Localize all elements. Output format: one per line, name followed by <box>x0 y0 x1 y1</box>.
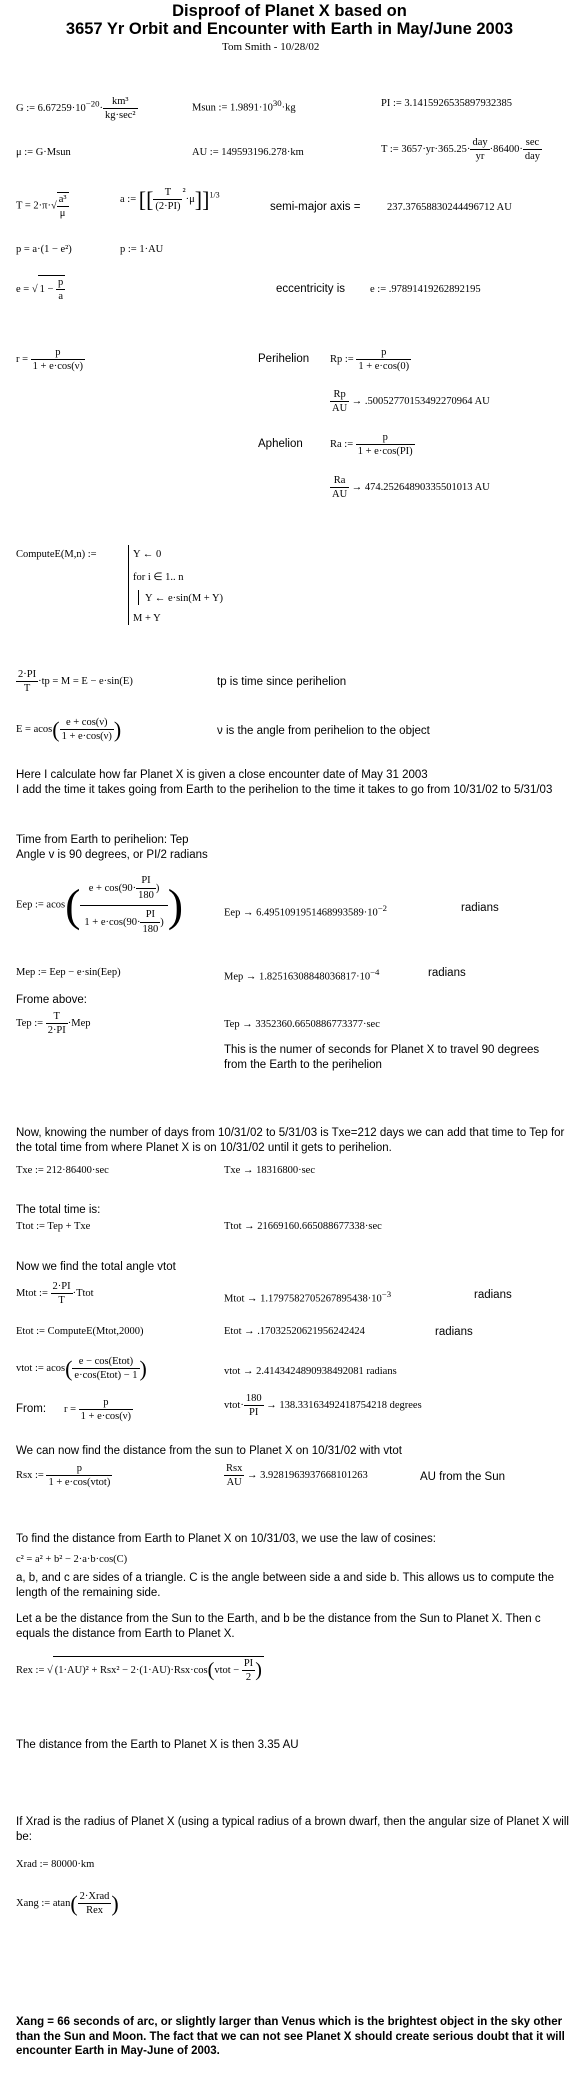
semi-major-axis-def: a := [[ $\frac{T}{(2\cdot PI)}$ ²·μ]]$^{1/3}$ <box>120 187 220 212</box>
compute-e-head: ComputeE(M,n) := <box>16 549 97 560</box>
tep-heading: Time from Earth to perihelion: Tep <box>16 834 189 846</box>
compute-e-line-3: Y ← e·sin(M + Y) <box>145 593 224 604</box>
vtot-degrees: vtot· $\frac{180}{PI}$ → 138.33163492418754218 degrees <box>224 1393 422 1418</box>
compute-e-line-2: for i ∈ 1.. n <box>133 572 184 583</box>
txe-paragraph: Now, knowing the number of days from 10/31/02 to 5/31/03 is Txe=212 days we can add that time to Tep for the total time from where Planet X is on 10/31/02 until it gets to perihelion. <box>16 1127 565 1154</box>
loop-bracket <box>138 590 139 605</box>
page-title: Disproof of Planet X based on <box>172 2 407 20</box>
ttot-def: Ttot := Tep + Txe <box>16 1221 91 1232</box>
rsx-result: $\frac{\text{Rsx}}{AU}$ → 3.9281963937668101263 <box>226 1463 368 1488</box>
mtot-unit: radians <box>474 1289 512 1301</box>
perihelion-label: Perihelion <box>258 353 310 365</box>
angle-note: Angle v is 90 degrees, or PI/2 radians <box>16 849 208 861</box>
total-time-label: The total time is: <box>16 1204 101 1216</box>
xang-def: Xang := atan( $\frac{\text{2·Xrad}}{\text{Rex}}$ ) <box>16 1891 119 1916</box>
author-line: Tom Smith - 10/28/02 <box>222 41 320 53</box>
mep-unit: radians <box>428 967 466 979</box>
kepler-period-eq: T = 2·π·√ $\frac{\text{a³}}{\mu}$ <box>16 194 67 219</box>
eccentricity-eq: e = √ 1 − $\frac{p}{a}$ <box>16 277 64 302</box>
mtot-result: Mtot → $1.1797582705267895438\cdot 10^{-3}$ <box>224 1289 392 1305</box>
program-bracket <box>128 545 129 625</box>
vtot-result: vtot → 2.4143424890938492081 radians <box>224 1366 397 1377</box>
radius-reminder-eq: r = $\frac{p}{1 + e\cdot\cos(\nu)}$ <box>64 1397 131 1422</box>
xrad-paragraph: If Xrad is the radius of Planet X (using a typical radius of a brown dwarf, then the angular size of Planet X will be: <box>16 1816 569 1843</box>
vtot-heading: Now we find the total angle vtot <box>16 1261 176 1273</box>
intro-line-2: I add the time it takes going from Earth to the perihelion to the time it takes to go from 10/31/02 to 5/31/03 <box>16 784 553 796</box>
etot-unit: radians <box>435 1326 473 1338</box>
intro-line-1: Here I calculate how far Planet X is given a close encounter date of May 31 2003 <box>16 769 428 781</box>
perihelion-def: Rp := $\frac{p}{1 + e\cdot\cos(0)}$ <box>330 347 410 372</box>
tep-note: This is the numer of seconds for Planet X to travel 90 degrees from the Earth to the perihelion <box>224 1044 540 1071</box>
perihelion-value: $\frac{Rp}{AU}$ → .500527701534922709​64 AU <box>332 389 490 414</box>
pi-def: PI := 3.1415926535897932385 <box>381 98 513 109</box>
tep-def: Tep := $\frac{T}{2\cdot PI}$ ·Mep <box>16 1011 91 1036</box>
rex-def: Rex := √ (1·AU)² + Rsx² − 2·(1·AU)·Rsx·cos(vtot − $\frac{PI}{2}$ ) <box>16 1658 262 1683</box>
cosines-explanation: a, b, and c are sides of a triangle. C is the angle between side a and side b. This allows us to compute the length of the remaining side. <box>16 1572 555 1599</box>
semi-major-axis-label: semi-major axis = <box>270 201 361 213</box>
from-above-label: Frome above: <box>16 994 87 1006</box>
eccentricity-label: eccentricity is <box>276 283 346 295</box>
eep-unit: radians <box>461 902 499 914</box>
rsx-def: Rsx := $\frac{p}{\text{1 + e·cos(vtot)}}$ <box>16 1463 111 1488</box>
txe-def: Txe := 212·86400·sec <box>16 1165 109 1176</box>
from-label: From: <box>16 1403 47 1415</box>
sun-mass-def: Msun := $1.9891\cdot 10^{30}\cdot kg$ <box>192 98 296 114</box>
rsx-paragraph: We can now find the distance from the sun to Planet X on 10/31/02 with vtot <box>16 1445 402 1457</box>
semi-latus-rectum-eq: p = a·(1 − e²) <box>16 244 72 255</box>
eccentricity-value: e := .97891419262892195 <box>370 284 481 295</box>
semi-major-axis-value: 237.37658830244496712 AU <box>387 202 512 213</box>
tep-result: Tep → 3352360.665088677​3377·sec <box>224 1019 380 1030</box>
gravitational-constant-def: G := $6.67259\cdot 10^{-20}\cdot$ $\frac{\text{km³}}{\text{kg·sec²}}$ <box>16 96 136 121</box>
etot-result: Etot → .17032520621956242424 <box>224 1326 365 1337</box>
mtot-def: Mtot := $\frac{2\cdot PI}{T}$ ·Ttot <box>16 1281 94 1306</box>
page-subtitle: 3657 Yr Orbit and Encounter with Earth in May/June 2003 <box>65 20 514 38</box>
period-def: T := 3657·yr·365.25· $\frac{\text{day}}{yr}$ ·86400· $\frac{\sec}{\text{day}}$ <box>381 137 541 162</box>
kepler-note: tp is time since perihelion <box>217 676 347 688</box>
au-def: AU := 149593196.278·km <box>192 147 304 158</box>
eccentric-anomaly-note: ν is the angle from perihelion to the object <box>217 725 430 737</box>
vtot-def: vtot := acos( $\frac{\text{e − cos(Etot)}}{\text{e·cos(Etot) − 1}}$ ) <box>16 1356 147 1381</box>
ttot-result: Ttot → 21669160.665088677338·sec <box>224 1221 382 1232</box>
mep-result: Mep → $1.8251630884803681​7\cdot 10^{-4}$ <box>224 967 380 983</box>
eep-def: Eep := acos( e + cos(90· $\frac{PI}{180}$ ) 1 + e·cos(90· $\frac{PI}{180}$ ) ) <box>16 872 183 939</box>
aphelion-value: $\frac{Ra}{AU}$ → 474.25264890335501013 AU <box>332 475 490 500</box>
eep-result: Eep → $6.4951091951468993589\cdot 10^{-2}$ <box>224 903 388 919</box>
compute-e-line-1: Y ← 0 <box>133 549 162 560</box>
semi-latus-rectum-def: p := 1·AU <box>120 244 164 255</box>
eccentric-anomaly-eq: E = acos( $\frac{e + \cos(\nu)}{1 + e\cdot\cos(\nu)}$ ) <box>16 717 122 742</box>
mep-def: Mep := Eep − e·sin(Eep) <box>16 967 121 978</box>
kepler-equation: $\frac{2\cdot PI}{T}$ ·tp = M = E − e·sin(E) <box>18 669 133 694</box>
rsx-unit: AU from the Sun <box>420 1471 506 1483</box>
law-of-cosines-eq: c² = a² + b² − 2·a·b·cos(C) <box>16 1554 128 1565</box>
xrad-def: Xrad := 80000·km <box>16 1859 95 1870</box>
etot-def: Etot := ComputeE(Mtot,2000) <box>16 1326 144 1337</box>
cosines-setup: Let a be the distance from the Sun to the Earth, and b be the distance from the Sun to Planet X. Then c equals the distance from Earth to Planet X. <box>16 1613 541 1640</box>
aphelion-def: Ra := $\frac{p}{1 + e\cdot\cos(PI)}$ <box>330 432 413 457</box>
conclusion: Xang = 66 seconds of arc, or slightly larger than Venus which is the brightest object in the sky other than the Sun and Moon. The fact that we can not see Planet X should create serious doubt that it will encounter Earth in May-June of 2003. <box>16 2016 565 2057</box>
distance-result: The distance from the Earth to Planet X is then 3.35 AU <box>16 1739 299 1751</box>
cosines-intro: To find the distance from Earth to Planet X on 10/31/03, we use the law of cosines: <box>16 1533 436 1545</box>
aphelion-label: Aphelion <box>258 438 303 450</box>
compute-e-line-4: M + Y <box>133 613 161 624</box>
mu-def: μ := G·Msun <box>16 147 71 158</box>
orbit-radius-eq: r = $\frac{p}{1 + e\cdot\cos(\nu)}$ <box>16 347 83 372</box>
txe-result: Txe → 18316800·sec <box>224 1165 315 1176</box>
